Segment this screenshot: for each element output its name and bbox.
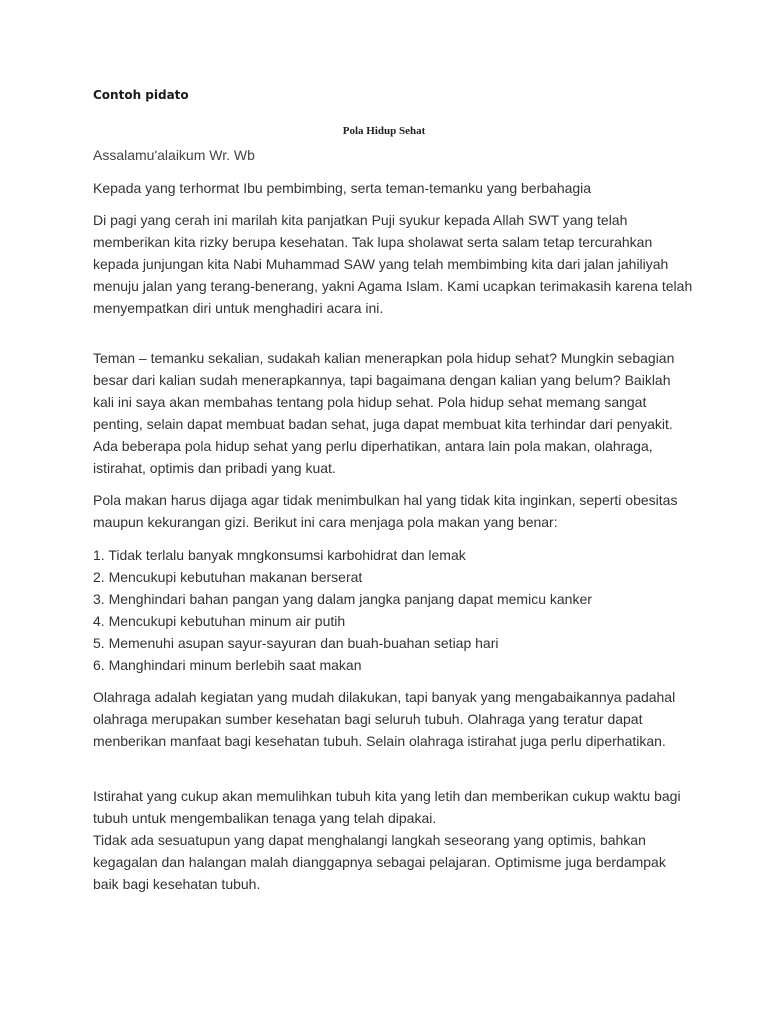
paragraph-diet: Pola makan harus dijaga agar tidak menimbulkan hal yang tidak kita inginkan, seperti obesitas maupun kekurangan gizi. Berikut ini cara menjaga pola makan yang benar: — [93, 492, 678, 530]
diet-tips-list — [93, 544, 693, 676]
list-item: 2. Mencukupi kebutuhan makanan berserat — [93, 569, 363, 585]
paragraph-exercise: Olahraga adalah kegiatan yang mudah dilakukan, tapi banyak yang mengabaikannya padahal olahraga merupakan sumber kesehatan bagi seluruh tubuh. Olahraga yang teratur dapat menberikan manfaat bagi kesehatan tubuh. Selain olahraga istirahat juga perlu diperhatikan. — [93, 689, 676, 749]
paragraph-rest: Istirahat yang cukup akan memulihkan tubuh kita yang letih dan memberikan cukup waktu bagi tubuh untuk mengembalikan tenaga yang telah dipakai. — [93, 788, 681, 826]
list-item: 3. Menghindari bahan pangan yang dalam jangka panjang dapat memicu kanker — [93, 591, 592, 607]
list-item: 1. Tidak terlalu banyak mngkonsumsi karbohidrat dan lemak — [93, 547, 466, 563]
paragraph-opening: Di pagi yang cerah ini marilah kita panjatkan Puji syukur kepada Allah SWT yang telah memberikan kita rizky berupa kesehatan. Tak lupa sholawat serta salam tetap tercurahkan kepada junjungan kita Nabi Muhammad SAW yang telah membimbing kita dari jalan jahiliyah menuju jalan yang terang-benerang, yakni Agama Islam. Kami ucapkan terimakasih karena telah menyempatkan diri untuk menghadiri acara ini. — [93, 212, 693, 316]
list-item: 4. Mencukupi kebutuhan minum air putih — [93, 613, 346, 629]
list-item: 6. Manghindari minum berlebih saat makan — [93, 657, 362, 673]
list-item: 5. Memenuhi asupan sayur-sayuran dan buah-buahan setiap hari — [93, 635, 499, 651]
document-label: Contoh pidato — [93, 88, 189, 102]
paragraph-optimism: Tidak ada sesuatupun yang dapat menghalangi langkah seseorang yang optimis, bahkan kegagalan dan halangan malah dianggapnya sebagai pelajaran. Optimisme juga berdampak baik bagi kesehatan tubuh. — [93, 832, 666, 892]
greeting: Assalamu'alaikum Wr. Wb — [93, 147, 255, 163]
paragraph-salutation: Kepada yang terhormat Ibu pembimbing, serta teman-temanku yang berbahagia — [93, 180, 592, 196]
paragraph-introduction: Teman – temanku sekalian, sudakah kalian menerapkan pola hidup sehat? Mungkin sebagian besar dari kalian sudah menerapkannya, tapi bagaimana dengan kalian yang belum? Baiklah kali ini saya akan membahas tentang pola hidup sehat. Pola hidup sehat memang sangat penting, selain dapat membuat badan sehat, juga dapat membuat kita terhindar dari penyakit. Ada beberapa pola hidup sehat yang perlu diperhatikan, antara lain pola makan, olahraga, istirahat, optimis dan pribadi yang kuat. — [93, 350, 675, 476]
document-title: Pola Hidup Sehat — [342, 125, 426, 137]
